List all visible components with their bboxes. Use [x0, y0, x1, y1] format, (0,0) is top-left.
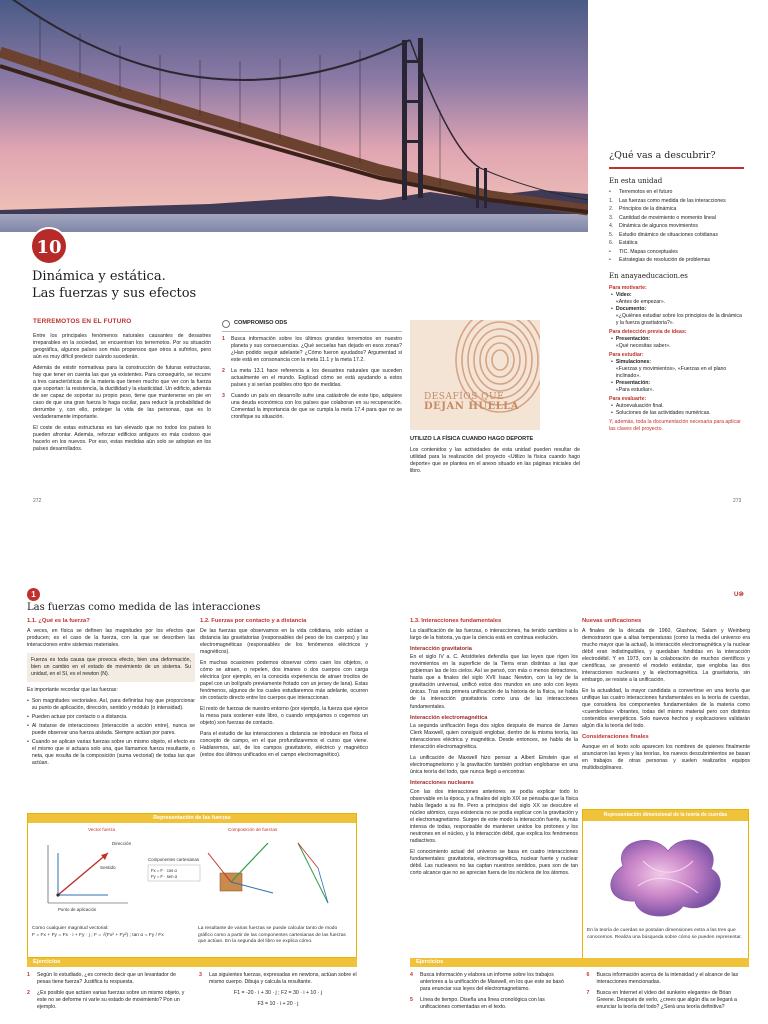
ods-item [222, 368, 402, 389]
unit-contents-item [609, 232, 744, 239]
column-fundamental-interactions [410, 618, 578, 958]
content-spread [0, 588, 768, 1024]
resource-link[interactable]: Autoevaluación final. [615, 403, 664, 410]
exercise-number: 1 [27, 972, 30, 978]
bullet: • [27, 739, 29, 745]
chapter-title [32, 268, 332, 302]
sense-label: Sentido [100, 865, 116, 870]
resource-item [611, 292, 744, 306]
force-vector [58, 853, 108, 895]
exercise-item [410, 997, 573, 1011]
resource-link[interactable]: «Qué necesitas saber». [615, 342, 671, 349]
definition-box: Fuerza es toda causa que provoca efecto, bien una deformación, bien un cambio en el estado de movimiento de un sistema. Su unidad, en el SI, es el newton (N). [27, 653, 195, 682]
bullet: • [27, 722, 29, 729]
ideas-label: Para detección previa de ideas: [609, 328, 687, 335]
subsection-heading: 1.3. Interacciones fundamentales [410, 618, 502, 624]
item-marker: 3. [609, 214, 614, 221]
ods-item [222, 393, 402, 421]
ods-item-text: Busca información sobre los últimos grandes terremotos en nuestro planeta y sus consecuencias. ¿Qué secuelas han dejado en esos zonas? ¿Han podido seguir adelante? ¿Cómo fueron ayudados? Argumentad si este está en consonancia con la meta 11.1 y la meta 17.2. [231, 336, 402, 364]
column-new-unifications [582, 618, 750, 776]
exercise-text: Según lo estudiado, ¿es correcto decir que un levantador de pesas tiene fuerza? Justifica tu respuesta. [37, 972, 176, 986]
resource-item [611, 359, 744, 380]
item-text: Dinámica de algunos movimientos [619, 223, 699, 230]
exercises-columns [410, 967, 749, 1015]
list-item [27, 723, 195, 737]
bullet: • [611, 380, 613, 387]
exercise-number: 5 [410, 997, 413, 1004]
paragraph: De las fuerzas que observamos en la vida cotidiana, solo actúan a distancia las gravitatorias (responsables del peso de los cuerpos) y las electromagnéticas (responsables de los fenómenos eléctricos y magnéticos). [200, 627, 368, 655]
study-label: Para estudiar: [609, 351, 644, 358]
calabi-yau-illustration [583, 821, 748, 926]
exercises-columns [27, 967, 357, 1015]
exercises-heading: Ejercicios [410, 958, 749, 967]
exercise-formula [199, 1001, 357, 1008]
exercise-item [410, 972, 573, 993]
ods-item-number: 2 [222, 368, 225, 375]
topic-heading: Interacción electromagnética [410, 714, 488, 721]
paragraph: La clasificación de las fuerzas, o interacciones, ha tenido cambios a lo largo de la historia, ya que la ciencia está en continua evolución. [410, 627, 578, 641]
forces-representation-figure [27, 813, 357, 958]
exercise-number: 3 [199, 972, 202, 978]
fx-equation: Fx = F · cos α [151, 868, 177, 873]
item-marker: 2. [609, 206, 614, 213]
item-text: TIC. Mapas conceptuales [619, 248, 678, 255]
ods-item-text: Cuando un país en desarrollo sufre una catástrofe de este tipo, adquiere una deuda económica con los países que colaboran en su recuperación. Comentad la importancia de que se cumpla la meta 17.4 para que no se cronifique su situación. [231, 393, 402, 421]
suspension-bridge-illustration [0, 0, 588, 232]
challenge-box [410, 320, 580, 479]
exercise-item [199, 972, 357, 986]
item-marker: 4. [609, 223, 614, 230]
exercise-number: 4 [410, 972, 413, 978]
resource-link[interactable]: «Para estudiar». [615, 387, 654, 394]
unit-contents-item [609, 223, 744, 230]
subsection-heading: Nuevas unificaciones [582, 618, 642, 624]
exercise-item [587, 990, 750, 1011]
resource-type: Presentación: [615, 335, 651, 342]
item-marker: 6. [609, 240, 614, 247]
unit-contents-item [609, 249, 744, 256]
bullet: • [611, 410, 613, 417]
challenge-title [424, 392, 519, 412]
bullet: • [27, 697, 29, 704]
paragraph: Para el estudio de las interacciones a distancia se introduce en física el concepto de campo, en el que profundizaremos el curso que viene. Hablaremos, así, de los campos gravitatorio, eléctrico y magnético (estos dos últimos unificados en el campo electromagnético). [200, 731, 368, 759]
figure-title: Representación de las fuerzas [28, 814, 356, 823]
item-text: Principios de la dinámica [619, 206, 677, 213]
item-text: Cantidad de movimiento o momento lineal [619, 214, 716, 221]
challenge-text: Los contenidos y las actividades de esta unidad pueden resultar de utilidad para la realización del proyecto «Utilizo la física cuando hago deporte» que se plantea en el anexo situado en las páginas iniciales del libro. [410, 446, 580, 474]
bullet: • [611, 291, 613, 298]
topic-heading: Interacción gravitatoria [410, 645, 472, 652]
earthquake-paragraph: El coste de estas estructuras es tan elevado que no todos los países lo pueden afrontar. Además, reforzar edificios antiguos es más costoso que hacerlo en los nuevos. Por eso, estas medidas aún solo se adoptan en los países desarrollados. [33, 424, 211, 452]
paragraph: A finales de la década de 1960, Glashow, Salam y Weinberg demostraron que a altas temperaturas (como la media del universo era mucho mayor que la actual), la interacción electromagnética y la nuclear débil eran indistinguibles, y quedaban fundidas en la interacción electrodébil. Y en 1973, con la colaboración de muchos científicos y científicas, se presentó el modelo estándar, que engloba las dos interacciones nucleares y la electromagnética. La gravitatoria, sin embargo, se resiste a la unificación. [582, 627, 750, 683]
exercises-left [27, 958, 357, 1015]
direction-label: Dirección [112, 841, 132, 846]
bullet: • [27, 713, 29, 720]
paragraph: A veces, en física se definen las magnitudes por los efectos que producen; es el caso de la fuerza, con la que se describen las interacciones entre sistemas materiales. [27, 627, 195, 648]
exercise-text: ¿Es posible que actúen varias fuerzas sobre un mismo objeto, y este no se deforme ni varíe su estado de movimiento? Pon un ejemplo. [37, 990, 185, 1011]
item-text: Las fuerzas como medida de las interacciones [619, 197, 726, 204]
unit-contents-item [609, 189, 744, 196]
item-marker: • [609, 257, 611, 264]
resource-link[interactable]: Soluciones de las actividades numéricas. [615, 410, 711, 417]
unit-contents-item [609, 206, 744, 213]
ods-list [222, 336, 402, 421]
item-marker: • [609, 248, 611, 255]
resource-link[interactable]: «Fuerzas y movimientos», «Fuerzas en el plano inclinado». [615, 366, 727, 380]
chapter-title-line-2: Las fuerzas y sus efectos [32, 286, 197, 301]
exercise-text: Línea de tiempo. Diseña una línea cronológica con las unificaciones comentadas en el texto. [420, 997, 545, 1011]
exercise-text: Busca en Internet el vídeo del sunkeiro elegante» de Brian Greene. Después de verlo, ¿crees que algún día se llegará a enunciar la teoría del todo? ¿Será una teoría definitiva? [596, 990, 737, 1011]
unit-contents-item [609, 215, 744, 222]
unit-contents-item [609, 240, 744, 247]
application-point-label: Punto de aplicación [58, 907, 97, 912]
earthquake-paragraph: Entre los principales fenómenos naturales causantes de desastres irreparables en la sociedad, se encuentran los terremotos. Por su situación geográfica, algunos países son más propensos que otros a sufrirlos, pero aún es muy difícil predecir cuándo sucederán. [33, 332, 211, 360]
resource-type: Presentación: [615, 380, 651, 387]
paragraph: En la actualidad, la mayor candidata a convertirse en una teoría que unifique las cuatro interacciones fundamentales es la teoría de cuerdas, que considera los componentes fundamentales de la materia como «cuerdecitas» vibrantes, todas del mismo material pero con distintos contenidos energéticos. Solo nuevos hechos y explicaciones validarán algún día la teoría del todo. [582, 687, 750, 730]
resultant-vector [231, 843, 268, 882]
challenge-subheading: UTILIZO LA FÍSICA CUANDO HAGO DEPORTE [410, 436, 534, 442]
exercise-column [410, 972, 573, 1015]
list-item-text: Son magnitudes vectoriales. Así, para definirlas hay que proporcionar su punto de aplicación, dirección, sentido y módulo (o intensidad). [31, 697, 195, 711]
list-item [27, 714, 195, 721]
list-item-text: Pueden actuar por contacto o a distancia. [31, 713, 128, 720]
web-resources-heading: En anayaeducacion.es [609, 272, 688, 281]
application-point [56, 893, 59, 896]
exercise-column [199, 972, 357, 1015]
bullet: • [611, 403, 613, 410]
subsection-heading: 1.1. ¿Qué es la fuerza? [27, 618, 90, 624]
polygon-vector [298, 843, 328, 903]
motivate-label: Para motivarte: [609, 284, 647, 291]
figure-title: Representación dimensional de la teoría de cuerdas [583, 810, 748, 821]
paragraph: El resto de fuerzas de nuestro entorno (por ejemplo, la fuerza que ejerce la mesa para sostener este libro, o cuando empujamos o cogemos un objeto) son fuerzas de contacto. [200, 705, 368, 726]
exercises-heading: Ejercicios [27, 958, 357, 967]
item-text: Estática [619, 240, 638, 247]
bullet: • [611, 305, 613, 312]
exercise-text: Las siguientes fuerzas, expresadas en newtons, actúan sobre el mismo cuerpo. Dibuja y calcula la resultante. [209, 972, 357, 986]
chapter-title-line-1: Dinámica y estática. [32, 269, 166, 284]
paragraph: Aunque en el texto solo aparecen los nombres de quienes finalmente anunciaron las leyes y las teorías, los nuevos descubrimientos se basan en trabajos de otras personas y suelen realizarlos equipos multidisciplinares. [582, 743, 750, 771]
earthquake-section [33, 318, 211, 457]
section-number-badge: 1 [27, 588, 40, 601]
paragraph: El conocimiento actual del universo se basa en cuatro interacciones fundamentales: gravitatoria, electromagnética, nuclear fuerte y nuclear débil. Las nucleares no las captan nuestros sentidos, pues son de tan corto alcance que no se aprecian fuera de los núcleos de los átomos. [410, 848, 578, 876]
paragraph: La segunda unificación llega dos siglos después de manos de James Clerk Maxwell, quien consiguió englobar, dentro de la misma teoría, las interacciones eléctrica y magnética. Desde entonces, se habla de la interacción electromagnética. [410, 723, 578, 751]
properties-list [27, 698, 195, 767]
string-theory-figure [582, 809, 749, 959]
subsection-heading: Consideraciones finales [582, 734, 649, 741]
resource-link[interactable]: «Antes de empezar». [615, 298, 666, 305]
resource-item [611, 306, 744, 327]
item-text: Terremotos en el futuro [619, 189, 673, 196]
resource-type: Documento: [615, 305, 647, 312]
resource-item [611, 410, 744, 417]
challenge-title-line-2: DEJAN HUELLA [424, 401, 520, 412]
ods-item-text: La meta 13.1 hace referencia a los desastres naturales que suceden actualmente en el mundo. Explicad cómo se está ayudando a estos países y si serían posibles otro tipo de medidas. [231, 368, 402, 389]
column-what-is-force [27, 618, 195, 769]
paragraph: La unificación de Maxwell hizo pensar a Albert Einstein que el electromagnetismo y la gravitación también podrían englobarse en una única teoría del todo, que nunca llegó a encontrar. [410, 755, 578, 776]
force-vectors-diagram [28, 823, 356, 923]
unit-tag: U⑩ [734, 592, 744, 598]
exercise-item [27, 990, 185, 1011]
vector-formula: F = Fx + Fy = Fx · i + Fy · j ; F = √(Fx² + Fy²) ; tan α = Fy / Fx [32, 932, 164, 938]
paragraph: En muchas ocasiones podemos observar cómo caen los objetos, o cómo se atraen, o repelen, dos imanes o dos cuerpos con carga eléctrica (por ejemplo, en la conocida experiencia de atraer trocitos de papel con un bolígrafo previamente frotado con un jersey de lana). Estas fenómenos, algunos de los cuales estudiaremos más adelante, ocurren sin contacto directo entre los cuerpos que interaccionan. [200, 659, 368, 701]
resource-type: Simulaciones: [615, 358, 651, 365]
arrow-head-icon [101, 853, 108, 860]
paragraph: Con las dos interacciones anteriores se podía explicar todo lo observable en la época, y a finales del siglo XIX se pensaba que la física había llegado a su fin. Pero a principios del siglo XX se descubre el núcleo atómico, cuya existencia no se podía explicar con la gravitación y el electromagnetismo. Surgen de este modo la interacción fuerte, la más intensa de todas, responsable de mantener unidos los protones y los neutrones en el núcleo, y la interacción débil, que explica los fenómenos radiactivos. [410, 788, 578, 844]
caption-line: Como cualquier magnitud vectorial: [32, 926, 109, 931]
exercise-column [587, 972, 750, 1015]
item-marker: • [609, 189, 611, 196]
unit-contents-item [609, 198, 744, 205]
figure-caption: En la teoría de cuerdas se postulan dimensiones extra a las tres que conocemos. Realiza una búsqueda sobre cómo se pueden representar. [587, 928, 742, 940]
ods-heading [222, 320, 402, 332]
resource-item [611, 336, 744, 350]
fy-equation: Fy = F · sen α [151, 874, 178, 879]
earthquake-paragraph: Además de existir normativas para la construcción de futuras estructuras, hay que tener en cuenta las que ya existentes. Para conseguirlo, se recurre a tres características de la materia que tienen mucho que ver con la fuerza que soportan: la resistencia, la ductilidad y la elasticidad. Un edificio, además de ser capaz de soportar su propio peso, tiene que mantenerse en pie en caso de que una gran fuerza lo haga oscilar, para reducir la probabilidad de derrumbe y, con ello, proteger la vida de las personas, que es lo verdaderamente importante. [33, 364, 211, 420]
challenge-title-line-1: DESAFÍOS QUE [424, 392, 505, 402]
exercise-text: Busca información acerca de la intensidad y el alcance de las interacciones mencionadas. [596, 972, 739, 986]
unit-contents-list [609, 189, 744, 264]
exercise-item [587, 972, 750, 986]
page-number-left: 272 [33, 498, 42, 504]
bullet: • [611, 335, 613, 342]
earthquake-heading: TERREMOTOS EN EL FUTURO [33, 318, 132, 325]
force-vector [208, 853, 231, 882]
exercises-right [410, 958, 749, 1015]
resource-item [611, 403, 744, 410]
fingerprint-icon [430, 320, 540, 430]
item-text: Estudio dinámico de situaciones cotidianas [619, 231, 718, 238]
resource-item [611, 380, 744, 394]
item-marker: 5. [609, 231, 614, 238]
components-label: Componentes cartesianas [148, 857, 200, 862]
ods-item [222, 336, 402, 364]
ods-item-number: 3 [222, 393, 225, 400]
exercise-number: 7 [586, 990, 590, 997]
unit-contents-heading: En esta unidad [609, 176, 663, 185]
item-text: Estrategias de resolución de problemas [619, 257, 711, 264]
bridge-photo [0, 0, 588, 232]
ods-heading-text: COMPROMISO ODS [234, 320, 288, 327]
discover-title: ¿Qué vas a descubrir? [609, 150, 744, 169]
formula-text: F1 = -20 · i + 30 · j ; F2 = 30 · i + 10 · j [234, 990, 322, 997]
polygon-vector [298, 843, 318, 868]
bullet: • [611, 358, 613, 365]
exercise-number: 2 [27, 990, 30, 997]
ods-commitment-box [222, 320, 402, 425]
formula-text: F3 = 10 · i + 20 · j [257, 1001, 299, 1008]
exercise-number: 6 [586, 972, 590, 978]
discover-panel [609, 150, 744, 433]
exercise-column [27, 972, 185, 1015]
paragraph: Es importante recordar que las fuerzas: [27, 686, 118, 693]
list-item [27, 698, 195, 712]
ods-circle-icon [222, 320, 230, 328]
page-number-right: 273 [733, 498, 742, 504]
exercise-text: Busca información y elabora un informe sobre los trabajos anteriores a la unificación de Maxwell, en los que este se basó para enunciar sus leyes del electromagnetismo. [420, 972, 564, 993]
list-item-text: Al tratarse de interacciones (interacción a acción entre), nunca se puede observar una fuerza aislada. Siempre actúan por pares. [31, 722, 195, 736]
item-marker: 1. [609, 197, 614, 204]
exercise-formula [199, 990, 357, 997]
resource-type: Video: [615, 291, 632, 298]
unit-contents-item [609, 257, 744, 264]
column-contact-distance [200, 618, 368, 763]
subsection-heading: 1.2. Fuerzas por contacto y a distancia [200, 618, 307, 624]
figure-caption-right: La resultante de varias fuerzas se puede calcular tanto de modo gráfico como a partir de las componentes cartesianas de las fuerzas que actúan. En la segunda del libro se explica cómo. [198, 926, 346, 945]
section-title: Las fuerzas como medida de las interacciones [27, 602, 261, 613]
paragraph: En el siglo IV a. C. Aristóteles defendía que las leyes que rigen los movimientos en la superficie de la Tierra eran distintas a las que gobiernan las de los cielos. Así se pensó, con más o menos detractores, hasta que a finales del siglo XVII Isaac Newton, con la ley de la gravitación universal, unificó estos dos mundos en uno solo con leyes únicas. Tras esta primera unificación de la historia de la física, se habla de la interacción gravitatoria como una de las interacciones fundamentales. [410, 654, 578, 710]
list-item-text: Cuando se aplican varias fuerzas sobre un mismo objeto, el efecto es el mismo que si actuara solo una, que llamamos fuerza resultante, o neta, que resulta de la composición (suma vectorial) de todas las que actúan. [31, 739, 195, 767]
resource-link[interactable]: «¿Quiénes estudiar sobre los principios de la dinámica y la fuerza gravitatoria?». [615, 312, 742, 326]
topic-heading: Interacciones nucleares [410, 780, 474, 787]
documentation-note: Y, además, toda la documentación necesaria para aplicar las claves del proyecto. [609, 419, 741, 433]
list-item [27, 739, 195, 767]
composition-title: Composición de fuerzas [228, 827, 278, 832]
figure-caption-left [32, 926, 192, 939]
vector-force-title: Vector fuerza [88, 827, 116, 832]
exercise-item [27, 972, 185, 986]
ods-item-number: 1 [222, 336, 225, 342]
evaluate-label: Para evaluarte: [609, 396, 647, 403]
fingerprint-illustration [410, 320, 540, 430]
chapter-number-badge: 10 [30, 227, 68, 265]
